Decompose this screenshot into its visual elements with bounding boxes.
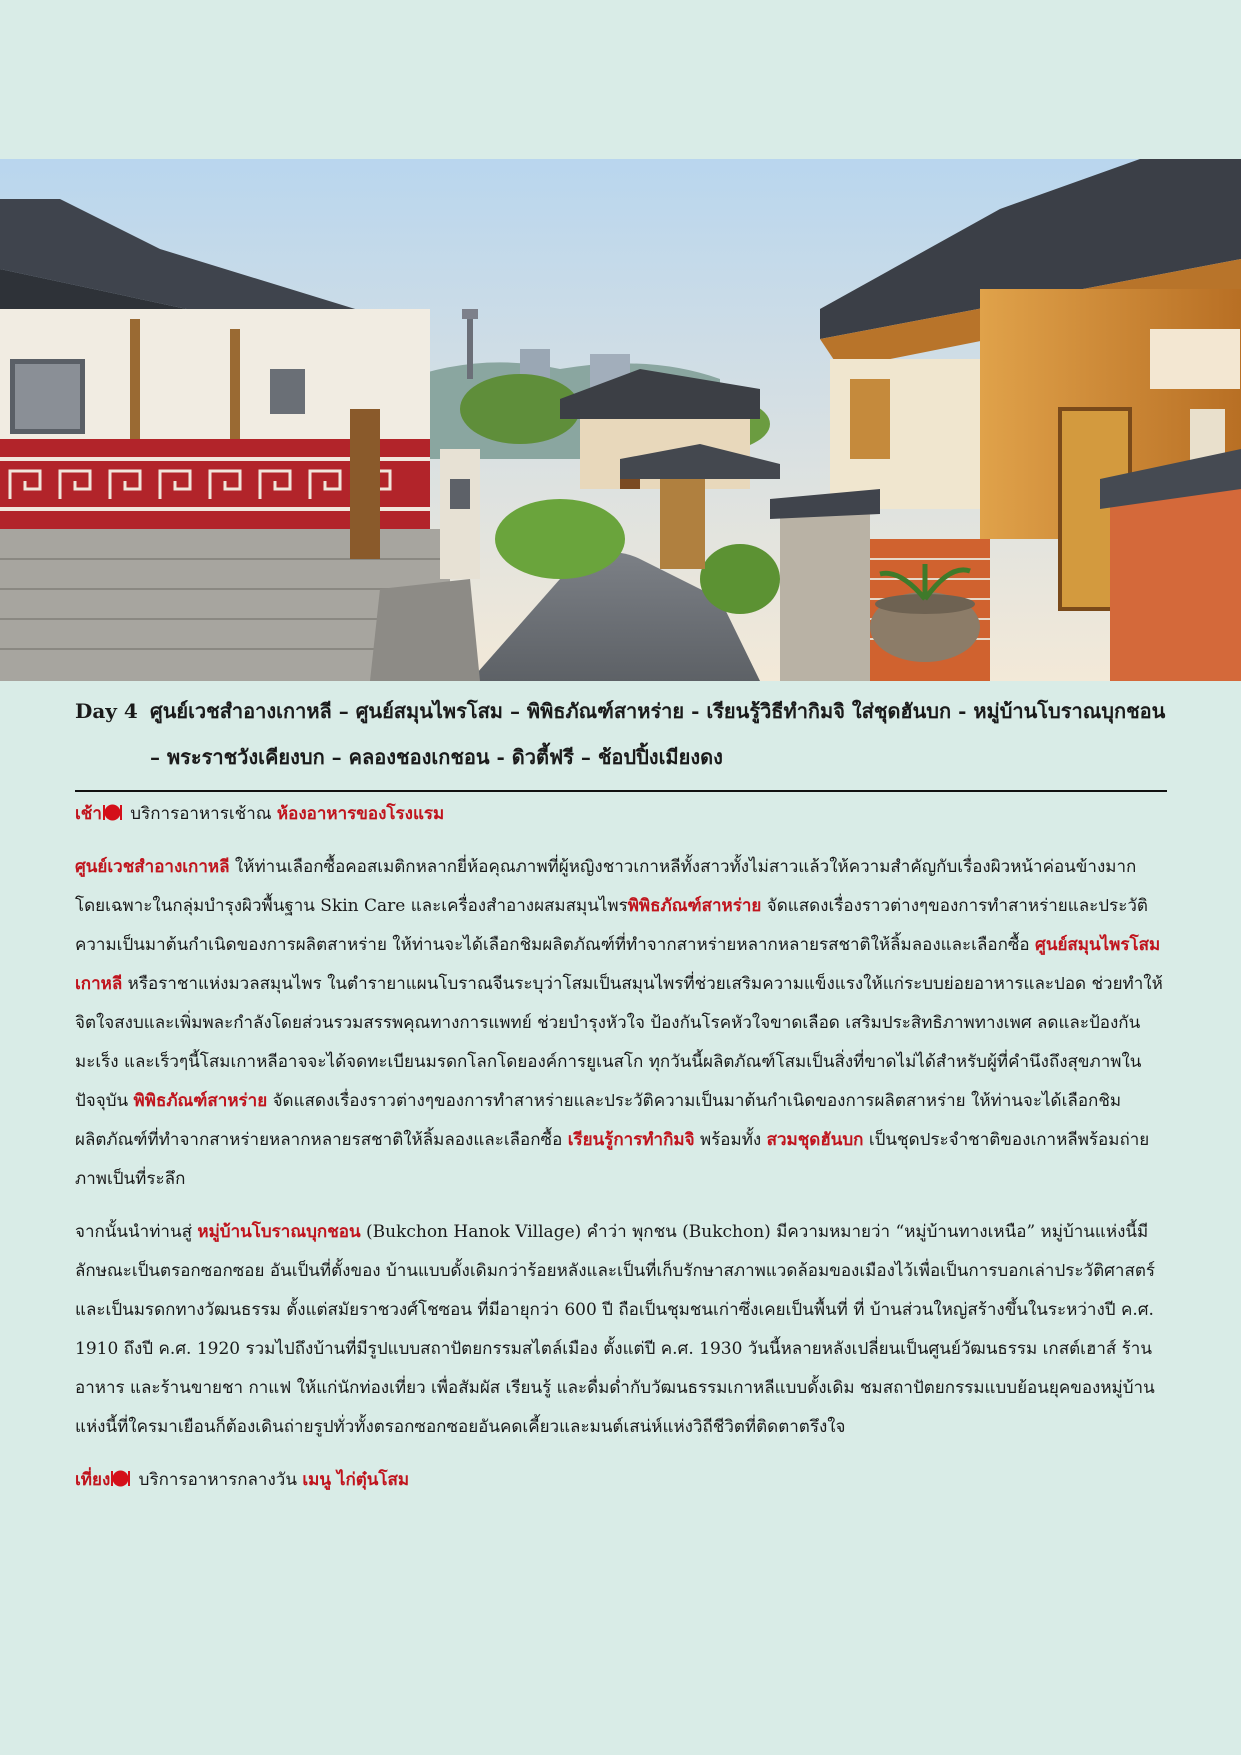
dish-icon [111, 1469, 130, 1488]
text-segment: (Bukchon Hanok Village) คำว่า พุกชน (Bukchon) มีความหมายว่า “หมู่บ้านทางเหนือ” หมู่บ้านแห่งนี้มีลักษณะเป็นตรอกซอกซอย อันเป็นที่ตั้งของ บ้านแบบดั้งเดิมกว่าร้อยหลังและเป็นที่เก็บรักษาสภาพแวดล้อมของเมืองไว้เพื่อเป็นการบอกเล่าประวัติศาสตร์และเป็นมรดกทางวัฒนธรรม ตั้งแต่สมัยราชวงศ์โชซอน ที่มีอายุกว่า 600 ปี ถือเป็นชุมชนเก่าซึ่งเคยเป็นพื้นที่ ที่ บ้านส่วนใหญ่สร้างขึ้นในระหว่างปี ค.ศ. 1910 ถึงปี ค.ศ. 1920 รวมไปถึงบ้านที่มีรูปแบบสถาปัตยกรรมสไตล์เมือง ตั้งแต่ปี ค.ศ. 1930 วันนี้หลายหลังเปลี่ยนเป็นศูนย์วัฒนธรรม เกสต์เฮาส์ ร้านอาหาร และร้านขายชา กาแฟ ให้แก่นักท่องเที่ยว เพื่อสัมผัส เรียนรู้ และดื่มด่ำกับวัฒนธรรมเกาหลีแบบดั้งเดิม ชมสถาปัตยกรรมแบบย้อนยุคของหมู่บ้านแห่งนี้ที่ใครมาเยือนก็ต้องเดินถ่ายรูปทั่วทั้งตรอกซอกซอยอันคดเคี้ยวและมนต์เสน่ห์แห่งวิถีชีวิตที่ติดตาตรึงใจ [75, 1222, 1155, 1437]
day-title: ศูนย์เวชสำอางเกาหลี – ศูนย์สมุนไพรโสม – พิพิธภัณฑ์สาหร่าย - เรียนรู้วิธีทำกิมจิ ใส่ชุดฮันบก - หมู่บ้านโบราณบุกชอน – พระราชวังเคียงบก – คลองชองเกชอน - ดิวตี้ฟรี – ช้อปปิ้งเมียงดง [150, 699, 1166, 769]
text-segment: จากนั้นนำท่านสู่ [75, 1222, 198, 1242]
lunch-menu: เมนู ไก่ตุ๋นโสม [302, 1470, 410, 1490]
paragraph-cosmetics-seaweed-ginseng [75, 848, 1167, 1199]
text-segment: จัดแสดงเรื่องราวต่างๆของการทำสาหร่ายและประวัติความเป็นมาต้นกำเนิดของการผลิตสาหร่าย ให้ท่านจะได้เลือกชิมผลิตภัณฑ์ที่ทำจากสาหร่ายหลากหลายรสชาติให้ลิ้มลองและเลือกซื้อ [75, 1091, 1122, 1150]
village-street-photo [0, 159, 1241, 681]
paragraph-bukchon [75, 1213, 1167, 1447]
highlight-bukchon-village: หมู่บ้านโบราณบุกชอน [197, 1222, 361, 1242]
highlight-ginseng-center: ศูนย์สมุนไพรโสมเกาหลี [75, 935, 1161, 994]
text-segment: ให้ท่านเลือกซื้อคอสเมติกหลากยี่ห้อคุณภาพที่ผู้หญิงชาวเกาหลีทั้งสาวทั้งไม่สาวแล้วให้ความสำคัญกับเรื่องผิวหน้าค่อนข้างมาก โดยเฉพาะในกลุ่มบำรุงผิวพื้นฐาน Skin Care และเครื่องสำอางผสมสมุนไพร [75, 857, 1137, 916]
day-label: Day 4 [75, 699, 138, 723]
lunch-text: บริการอาหารกลางวัน [133, 1470, 303, 1490]
text-segment: หรือราชาแห่งมวลสมุนไพร ในตำรายาแผนโบราณจีนระบุว่าโสมเป็นสมุนไพรที่ช่วยเสริมความแข็งแรงให้แก่ระบบย่อยอาหารและปอด ช่วยทำให้จิตใจสงบและเพิ่มพละกำลังโดยส่วนรวมสรรพคุณทางการแพทย์ ช่วยบำรุงหัวใจ ป้องกันโรคหัวใจขาดเลือด เสริมประสิทธิภาพทางเพศ ลดและป้องกันมะเร็ง และเร็วๆนี้โสมเกาหลีอาจจะได้จดทะเบียนมรดกโลกโดยองค์การยูเนสโก ทุกวันนี้ผลิตภัณฑ์โสมเป็นสิ่งที่ขาดไม่ได้สำหรับผู้ที่คำนึงถึงสุขภาพในปัจจุบัน [75, 974, 1163, 1111]
highlight-seaweed-museum: พิพิธภัณฑ์สาหร่าย [133, 1091, 268, 1111]
day-header [75, 688, 1167, 792]
breakfast-text: บริการอาหารเช้าณ [124, 804, 277, 824]
breakfast-line [75, 795, 1167, 834]
text-segment: จัดแสดงเรื่องราวต่างๆของการทำสาหร่ายและประวัติความเป็นมาต้นกำเนิดของการผลิตสาหร่าย ให้ท่านจะได้เลือกชิมผลิตภัณฑ์ที่ทำจากสาหร่ายหลากหลายรสชาติให้ลิ้มลองและเลือกซื้อ [75, 896, 1148, 955]
itinerary-content [75, 795, 1167, 1514]
text-segment: พร้อมทั้ง [694, 1130, 767, 1150]
breakfast-place: ห้องอาหารของโรงแรม [276, 804, 445, 824]
dish-icon [103, 803, 122, 822]
highlight-kimchi-class: เรียนรู้การทำกิมจิ [567, 1130, 695, 1150]
hero-photo [0, 159, 1241, 681]
highlight-seaweed-museum: พิพิธภัณฑ์สาหร่าย [627, 896, 762, 916]
text-segment: เป็นชุดประจำชาติของเกาหลีพร้อมถ่ายภาพเป็นที่ระลึก [75, 1130, 1150, 1189]
highlight-cosmetic-center: ศูนย์เวชสำอางเกาหลี [75, 857, 230, 877]
lunch-line [75, 1461, 1167, 1500]
breakfast-meal-label: เช้า [75, 804, 102, 824]
lunch-meal-label: เที่ยง [75, 1470, 111, 1490]
highlight-hanbok: สวมชุดฮันบก [766, 1130, 864, 1150]
